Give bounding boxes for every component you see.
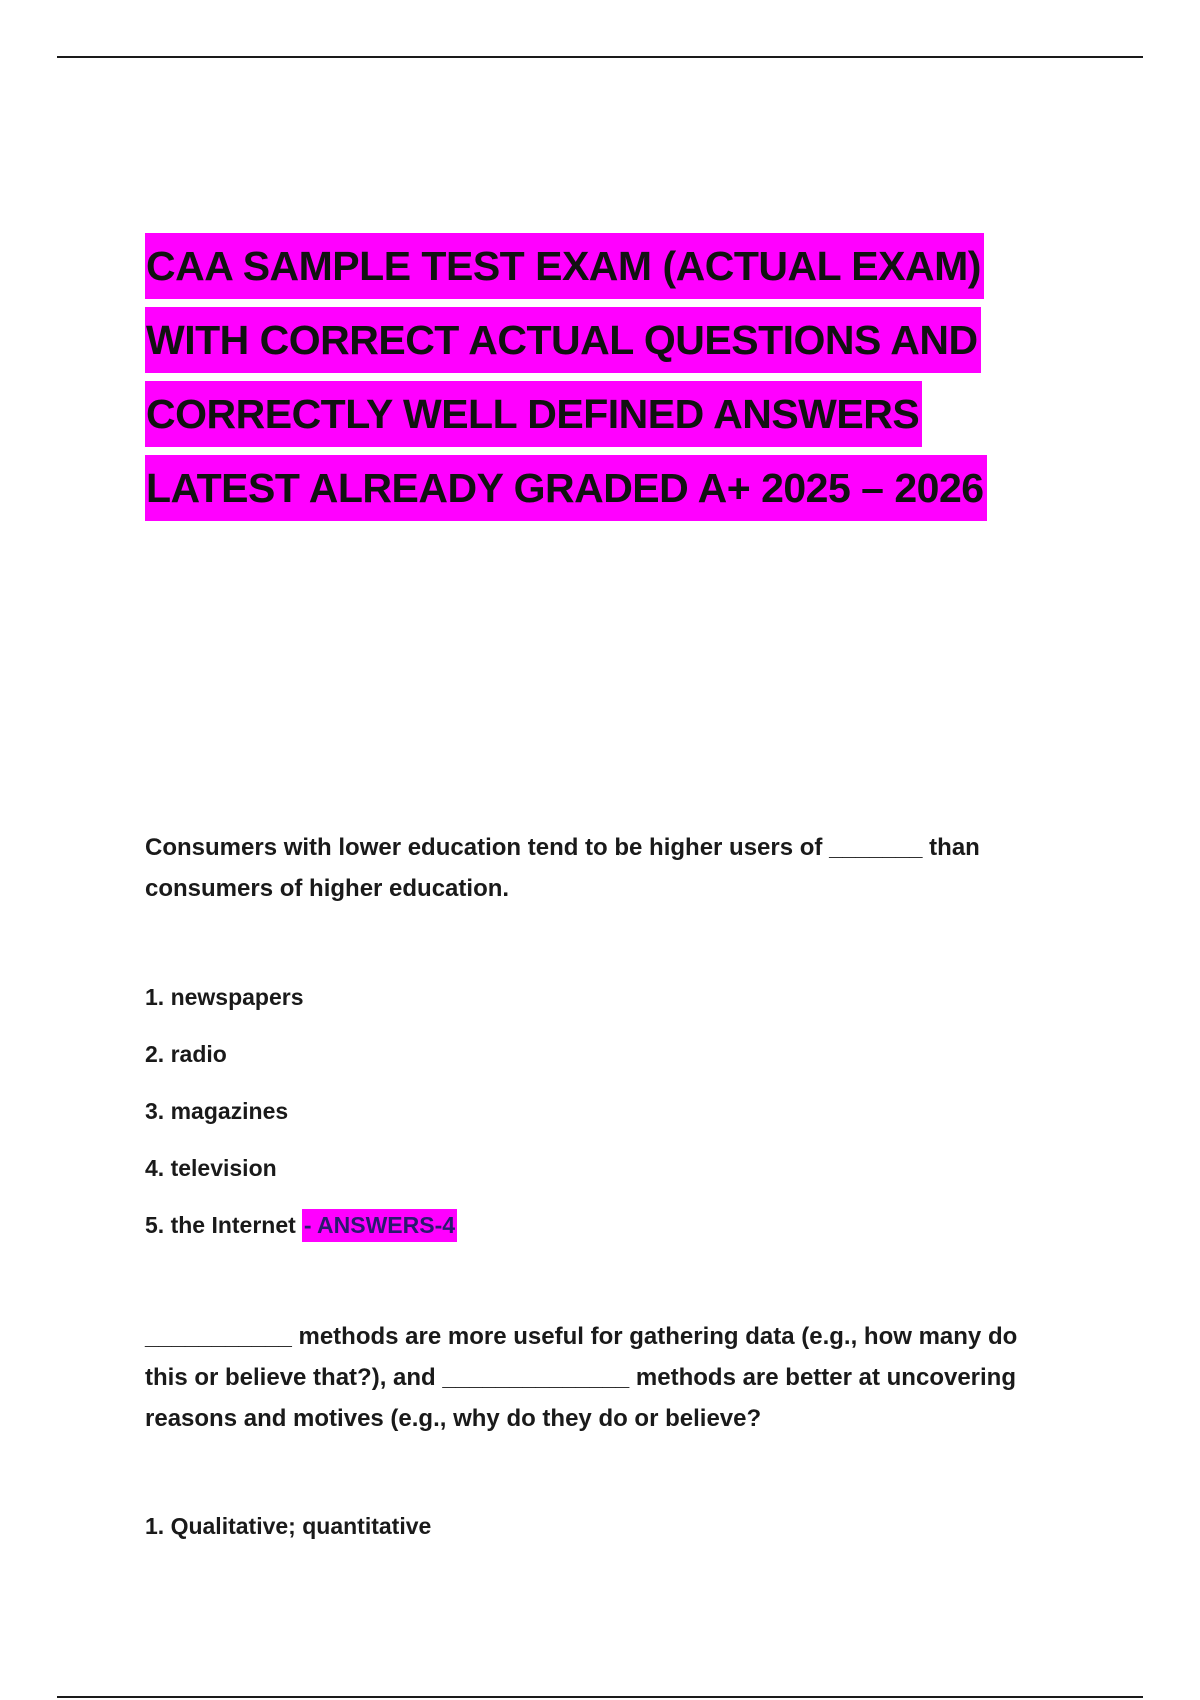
question-2-options (145, 1510, 431, 1567)
title-line-1: CAA SAMPLE TEST EXAM (ACTUAL EXAM) (145, 233, 984, 299)
option-label: 1. Qualitative; quantitative (145, 1513, 432, 1539)
question-2-option-1 (145, 1510, 431, 1543)
top-rule (57, 56, 1143, 58)
question-1-text: Consumers with lower education tend to be higher users of _______ than consumers of higher education. (145, 834, 980, 902)
question-1-option-1 (145, 981, 457, 1014)
title-line-4: LATEST ALREADY GRADED A+ 2025 – 2026 (145, 455, 987, 521)
option-label: 2. radio (145, 1041, 227, 1067)
question-1-option-2 (145, 1038, 457, 1071)
question-1-option-3 (145, 1095, 457, 1128)
question-1-options (145, 981, 457, 1266)
option-label: 5. the Internet (145, 1212, 296, 1238)
document-title (145, 233, 1085, 529)
question-1-option-5 (145, 1209, 457, 1242)
title-line-2: WITH CORRECT ACTUAL QUESTIONS AND (145, 307, 981, 373)
title-line-3: CORRECTLY WELL DEFINED ANSWERS (145, 381, 922, 447)
bottom-rule (57, 1696, 1143, 1698)
answer-highlight: - ANSWERS-4 (302, 1209, 457, 1242)
option-label: 4. television (145, 1155, 277, 1181)
question-2-text: ___________ methods are more useful for gathering data (e.g., how many do this or believe that?), and ______________ methods are better at uncovering reasons and motives (e.g., why do they do or believe? (145, 1323, 1018, 1432)
option-label: 3. magazines (145, 1098, 289, 1124)
option-label: 1. newspapers (145, 984, 304, 1010)
question-1-option-4 (145, 1152, 457, 1185)
